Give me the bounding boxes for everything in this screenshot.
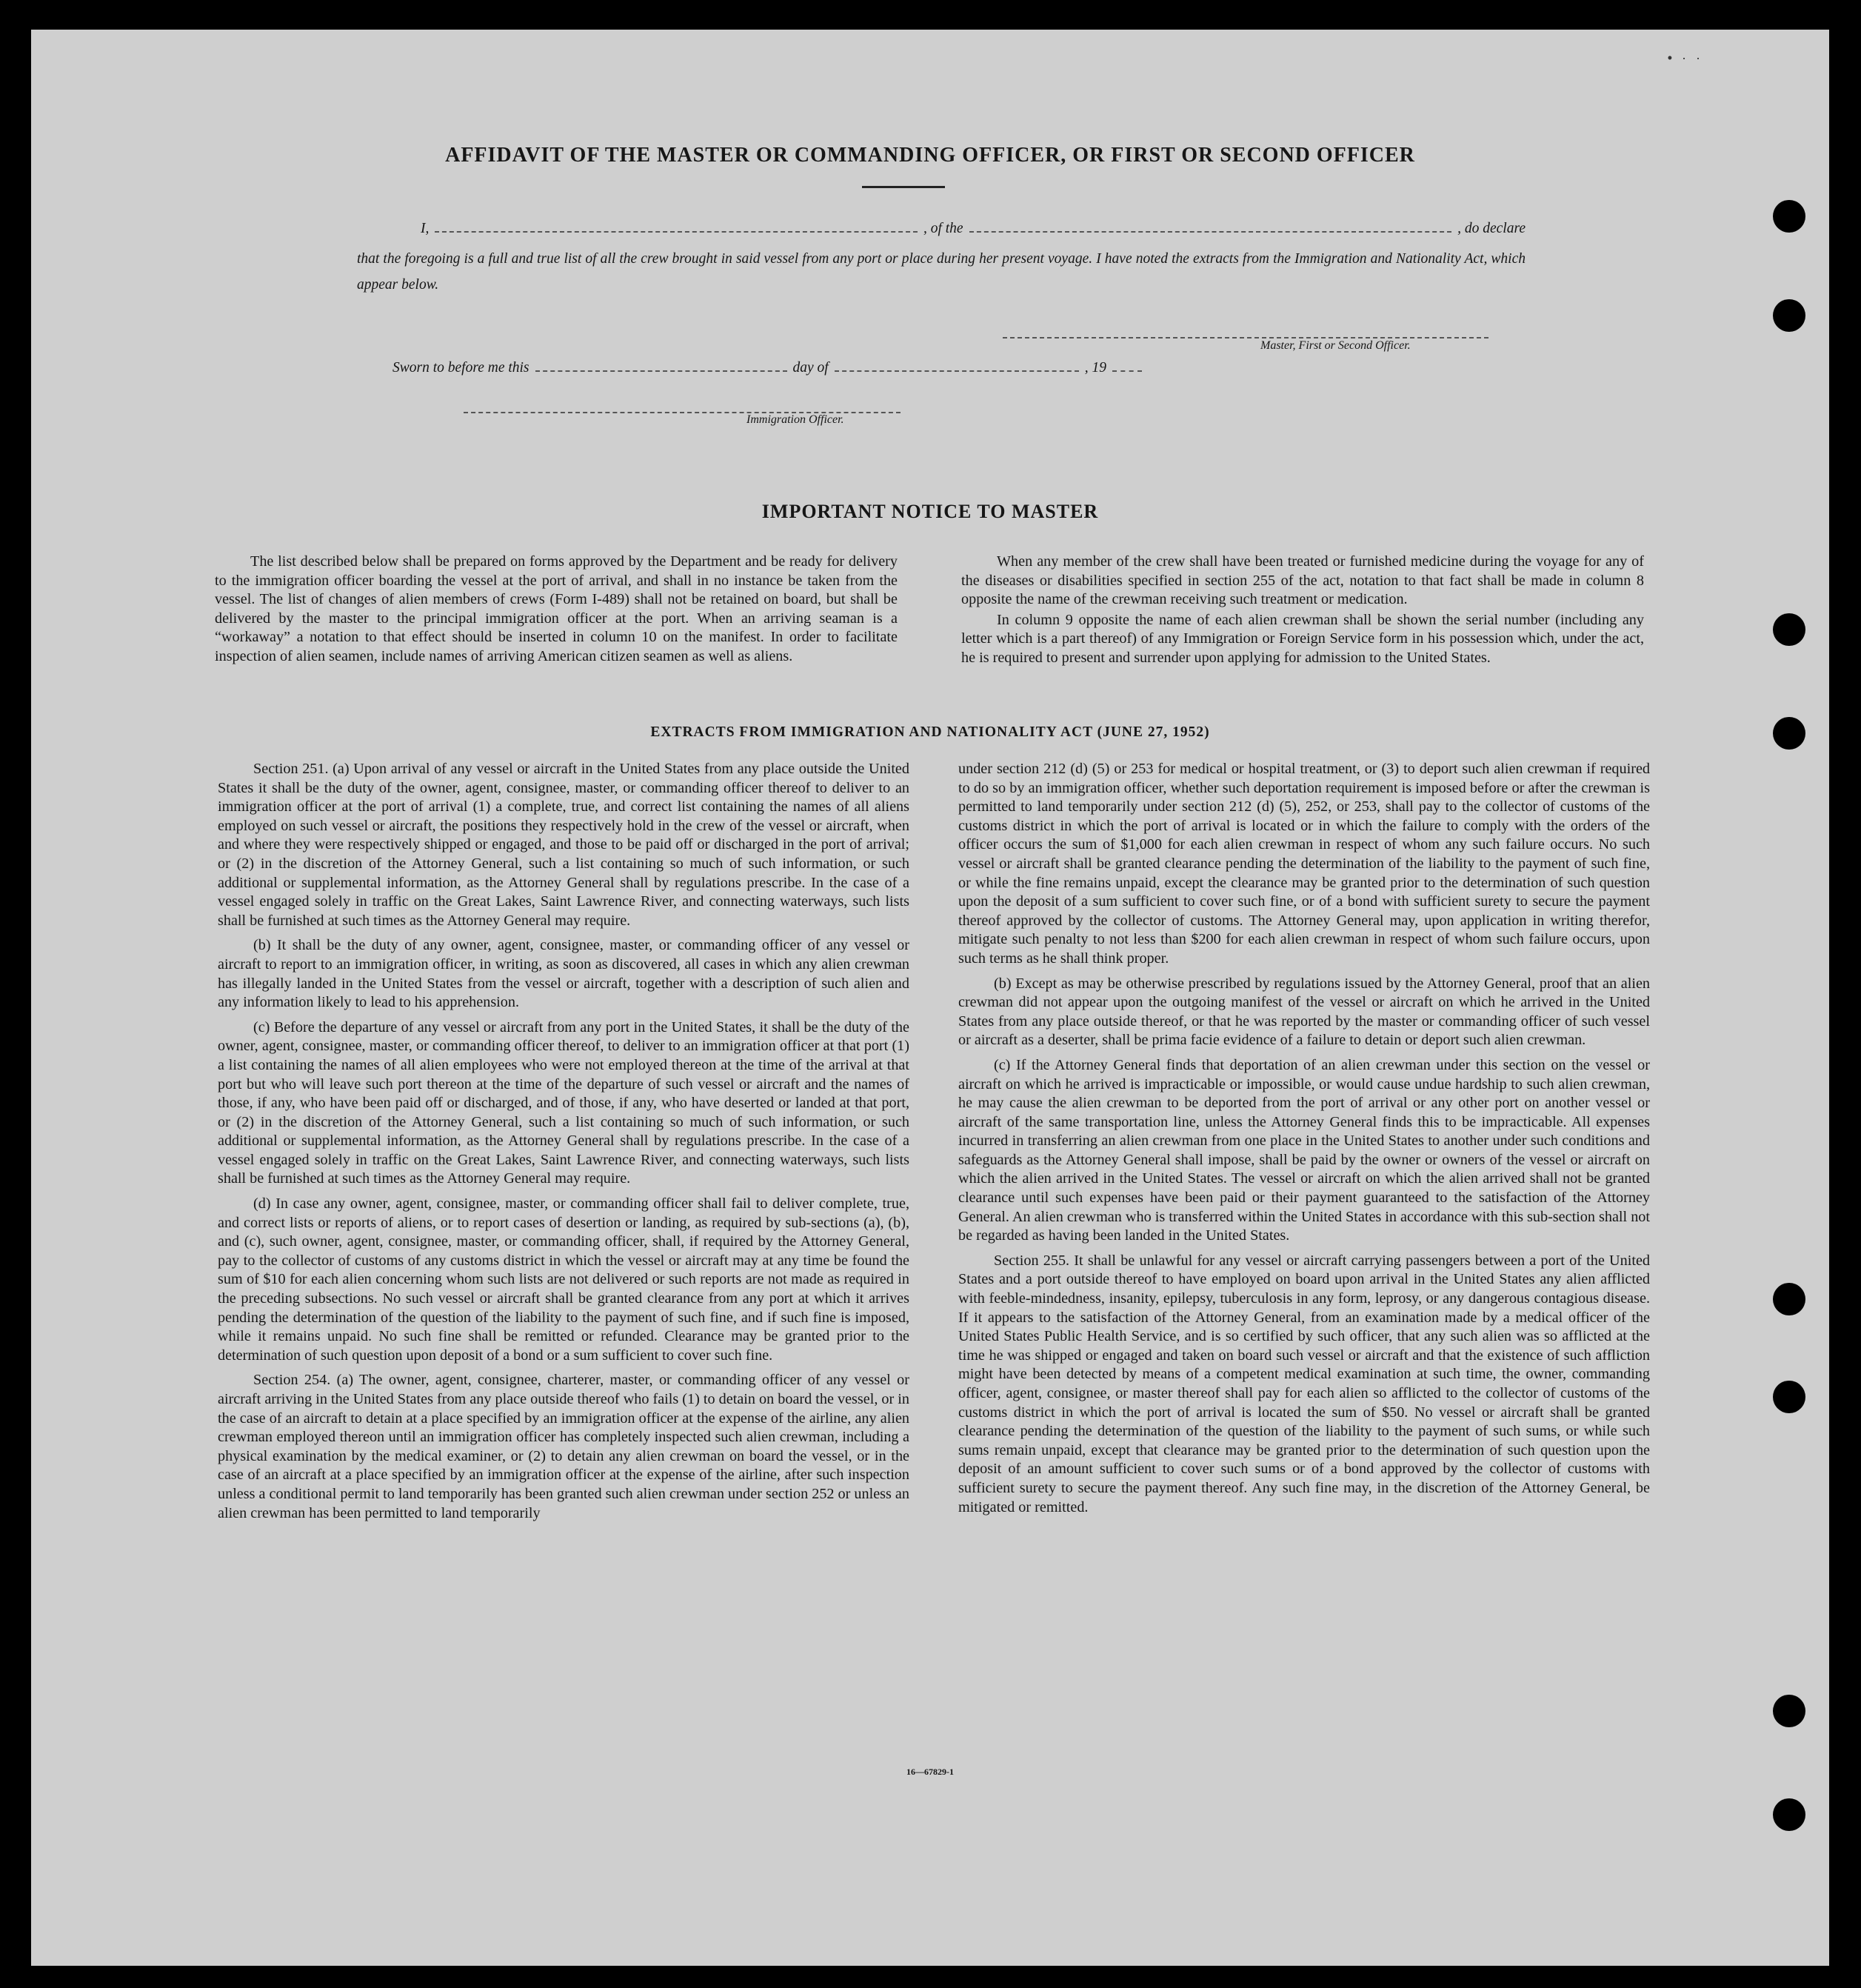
day-of-label: day of [792, 360, 829, 376]
extracts-title: EXTRACTS FROM IMMIGRATION AND NATIONALITY ACT (JUNE 27, 1952) [650, 724, 1210, 740]
punch-hole [1773, 1695, 1805, 1727]
of-the-label: , of the [923, 221, 963, 236]
notice-right-column [961, 553, 1644, 670]
sworn-line [392, 360, 1318, 376]
month-blank[interactable] [835, 370, 1079, 372]
punch-hole [1773, 1381, 1805, 1413]
name-blank[interactable] [435, 231, 918, 233]
notice-left-column [215, 553, 898, 668]
section-251-a: Section 251. (a) Upon arrival of any vessel or aircraft in the United States from any place outside the United States it shall be the duty of the owner, agent, consignee, master, or commanding officer thereof to deliver to an immigration officer at the port of arrival (1) a complete, true, and correct list containing the names of all aliens employed on such vessel or aircraft, the positions they respectively hold in the crew of the vessel or aircraft, when and where they were respectively shipped or engaged, and those to be paid off or discharged in the port of arrival; or (2) in the discretion of the Attorney General, such a list containing so much of such information, or such additional or supplemental information, as the Attorney General shall by regulations prescribe. In the case of a vessel engaged solely in traffic on the Great Lakes, Saint Lawrence River, and connecting waterways, such lists shall be furnished at such times as the Attorney General may require. [218, 761, 909, 929]
officer-caption: Immigration Officer. [746, 413, 844, 426]
notice-title: IMPORTANT NOTICE TO MASTER [761, 501, 1099, 522]
section-254-a-continued: under section 212 (d) (5) or 253 for medical or hospital treatment, or (3) to deport such alien crewman if required to do so by an immigration officer, whether such deportation requirement is imposed before or after the crewman is permitted to land temporarily under section 212 (d) (5), 252, or 253, shall pay to the collector of customs of the customs district in which the port of arrival is located or in which the failure to comply with the orders of the officer occurs the sum of $1,000 for each alien crewman in respect of whom any such failure occurs. No such vessel or aircraft shall be granted clearance pending the determination of the liability to the payment of such fine, or while the fine remains unpaid, except the clearance may be granted prior to the determination of such question upon the deposit of a sum sufficient to cover such fine, or of a bond with sufficient surety to secure the payment thereof approved by the collector of customs. The Attorney General may, upon application in writing therefor, mitigate such penalty to not less than $200 for each alien crewman in respect of whom such failure occurs, upon such terms as he shall think proper. [958, 761, 1650, 967]
do-declare-label: , do declare [1457, 221, 1526, 236]
section-251-c: (c) Before the departure of any vessel or aircraft from any port in the United States, it shall be the duty of the owner, agent, consignee, master, or commanding officer thereof, to deliver to an immigration officer at that port (1) a list containing the names of all alien employees who were not employed thereon at the time of the arrival at that port but who will leave such port thereon at the time of the departure of such vessel or aircraft and the names of those, if any, who have been paid off or discharged, and of those, if any, who have deserted or landed at that port, or (2) in the discretion of the Attorney General, such a list containing so much of such information, or such additional or supplemental information, as the Attorney General shall by regulations prescribe. In the case of a vessel engaged solely in traffic on the Great Lakes, Saint Lawrence River, and connecting waterways, such lists shall be furnished at such times as the Attorney General may require. [218, 1018, 909, 1187]
year-label: , 19 [1084, 360, 1106, 376]
notice-left-paragraph: The list described below shall be prepared on forms approved by the Department and be ready for delivery to the immigration officer boarding the vessel at the port of arrival, and shall in no instance be taken from the vessel. The list of changes of alien members of crews (Form I-489) shall not be retained on board, but shall be delivered by the master to the principal immigration officer at the port. When an arriving seaman is a “workaway” a notation to that effect should be inserted in column 10 on the manifest. In order to facilitate inspection of alien seamen, include names of arriving American citizen seamen as well as aliens. [215, 553, 898, 664]
affidavit-title: AFFIDAVIT OF THE MASTER OR COMMANDING OFFICER, OR FIRST OR SECOND OFFICER [445, 144, 1415, 167]
punch-hole [1773, 299, 1805, 332]
section-255: Section 255. It shall be unlawful for any vessel or aircraft carrying passengers between a port of the United States and a port outside thereof to have employed on board upon arrival in the United States any alien afflicted with feeble-mindedness, insanity, epilepsy, tuberculosis in any form, leprosy, or any dangerous contagious disease. If it appears to the satisfaction of the Attorney General, from an examination made by a medical officer of the United States Public Health Service, and is so certified by such officer, that any such alien was so afflicted at the time he was shipped or engaged and taken on board such vessel or aircraft and that the existence of such affliction might have been detected by means of a competent medical examination at such time, the owner, commanding officer, agent, consignee, or master thereof shall pay for each alien so afflicted to the collector of customs of the customs district in which the port of arrival is located the sum of $50. No vessel or aircraft shall be granted clearance pending the determination of the question of the liability to the payment of such sums, or while such sums remain unpaid, except that clearance may be granted prior to the determination of such question upon the deposit of an amount sufficient to cover such sums or of a bond approved by the collector of customs with sufficient surety to secure the payment thereof. Any such fine may, in the discretion of the Attorney General, be mitigated or remitted. [958, 1252, 1650, 1515]
punch-hole [1773, 1283, 1805, 1315]
extracts-right-column [958, 760, 1650, 1523]
section-251-b: (b) It shall be the duty of any owner, agent, consignee, master, or commanding officer of any vessel or aircraft to report to an immigration officer, in writing, as soon as discovered, all cases in which any alien crewman has illegally landed in the United States from the vessel or aircraft, together with a description of such alien and any information likely to lead to his apprehension. [218, 937, 909, 1011]
declarant-line [421, 221, 1526, 237]
year-blank[interactable] [1112, 370, 1142, 372]
punch-hole [1773, 200, 1805, 233]
declaration-text: that the foregoing is a full and true list of all the crew brought in said vessel from any port or place during her present voyage. I have noted the extracts from the Immigration and Nationality Act, which appear below. [357, 251, 1526, 293]
vessel-blank[interactable] [969, 231, 1452, 233]
scan-specks: • · · [1667, 50, 1703, 65]
master-signature-line[interactable] [1003, 337, 1489, 338]
notice-right-paragraph-1: When any member of the crew shall have been treated or furnished medicine during the voyage for any of the diseases or disabilities specified in section 255 of the act, notation to that fact shall be made in column 8 opposite the name of the crewman receiving such treatment or medication. [961, 553, 1644, 608]
extracts-left-column [218, 760, 909, 1529]
punch-hole [1773, 1798, 1805, 1831]
i-label: I, [421, 221, 430, 236]
day-blank[interactable] [535, 370, 787, 372]
punch-hole [1773, 613, 1805, 646]
section-254-b: (b) Except as may be otherwise prescribed by regulations issued by the Attorney General, proof that an alien crewman did not appear upon the outgoing manifest of the vessel or aircraft on which he arrived in the United States from any place outside thereof, or that he was reported by the master or commanding officer of such vessel or aircraft as a deserter, shall be prima facie evidence of a failure to detain or deport such alien crewman. [958, 975, 1650, 1049]
section-254-a: Section 254. (a) The owner, agent, consignee, charterer, master, or commanding officer of any vessel or aircraft arriving in the United States from any place outside thereof who fails (1) to detain on board the vessel, or in the case of an aircraft to detain at a place specified by an immigration officer at the expense of the airline, any alien crewman employed thereon until an immigration officer has completely inspected such alien crewman, including a physical examination by the medical examiner, or (2) to detain any alien crewman on board the vessel, or in the case of an aircraft at a place specified by an immigration officer at the expense of the airline, after such inspection unless a conditional permit to land temporarily has been granted such alien crewman under section 252 or unless an alien crewman has been permitted to land temporarily [218, 1372, 909, 1521]
section-251-d: (d) In case any owner, agent, consignee, master, or commanding officer shall fail to deliver complete, true, and correct lists or reports of aliens, or to report cases of desertion or landing, as required by sub-sections (a), (b), and (c), such owner, agent, consignee, master, or commanding officer, shall, if required by the Attorney General, pay to the collector of customs of any customs district in which the vessel or aircraft may at any time be found the sum of $10 for each alien concerning whom such lists are not delivered or such reports are not made as required in the preceding subsections. No such vessel or aircraft shall be granted clearance from any port at which it arrives pending the determination of the question of the liability to the payment of such fine, and if such fine is imposed, while it remains unpaid. No such fine shall be remitted or refunded. Clearance may be granted prior to the determination of such question upon deposit of a bond or a sum sufficient to cover such fine. [218, 1195, 909, 1364]
notice-right-paragraph-2: In column 9 opposite the name of each alien crewman shall be shown the serial number (including any letter which is a part thereof) of any Immigration or Foreign Service form in his possession which, under the act, he is required to present and surrender upon applying for admission to the United States. [961, 611, 1644, 666]
title-rule [862, 186, 945, 188]
form-number: 16—67829-1 [906, 1767, 954, 1777]
sworn-label: Sworn to before me this [392, 360, 529, 376]
master-caption: Master, First or Second Officer. [1260, 339, 1411, 352]
document-page [31, 30, 1829, 1966]
section-254-c: (c) If the Attorney General finds that deportation of an alien crewman under this section on the vessel or aircraft on which he arrived is impracticable or impossible, or would cause undue hardship to such alien crewman, he may cause the alien crewman to be deported from the port of arrival or any other port on another vessel or aircraft of the same transportation line, unless the Attorney General finds this to be impracticable. All expenses incurred in transferring an alien crewman from one place in the United States to another under such conditions and safeguards as the Attorney General shall impose, shall be paid by the owner or owners of the vessel or aircraft on which the alien arrived in the United States. The vessel or aircraft on which the alien arrived shall not be granted clearance until such expenses have been paid or their payment guaranteed to the satisfaction of the Attorney General. An alien crewman who is transferred within the United States in accordance with this sub-section shall not be regarded as having been landed in the United States. [958, 1056, 1650, 1244]
